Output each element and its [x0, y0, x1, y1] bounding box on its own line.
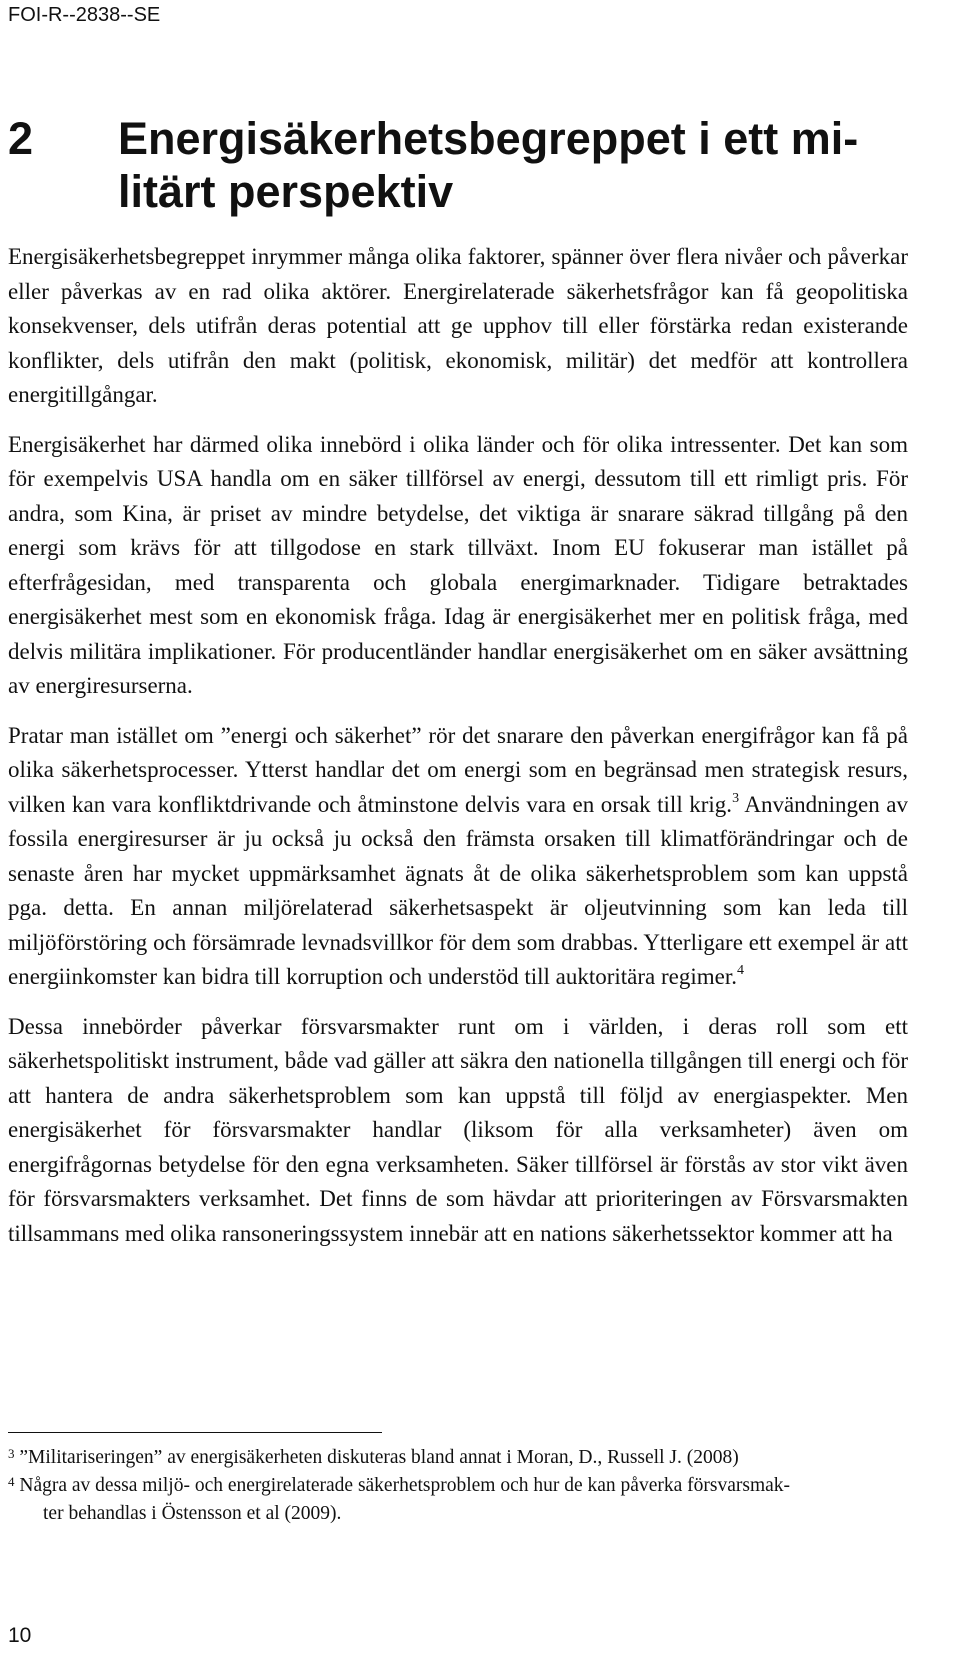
footnote-number-3: 3 — [8, 1446, 15, 1461]
paragraph-3 — [8, 719, 908, 995]
chapter-title-line-2: litärt perspektiv — [118, 166, 454, 217]
footnote-3 — [8, 1444, 908, 1472]
footnote-number-4: 4 — [8, 1474, 15, 1489]
footnote-ref-3[interactable]: 3 — [732, 790, 740, 806]
footnote-ref-4[interactable]: 4 — [737, 963, 745, 978]
footnotes — [8, 1444, 908, 1528]
paragraph-4: Dessa innebörder påverkar försvarsmakter runt om i världen, i deras roll som ett säkerhetspolitiskt instrument, både vad gäller att säkra den nationella tillgången till energi och för att hantera de andra säkerhetsproblem som kan uppstå till följd av energiaspekter. Men energisäkerhet för försvarsmakter handlar (liksom för alla verksamheter) även om energifrågornas betydelse för den egna verksamheten. Säker tillförsel är förstås av stor vikt även för försvarsmakters verksamhet. Det finns de som hävdar att prioriteringen av Försvarsmakten tillsammans med olika ransoneringssystem innebär att en nations säkerhetssektor kommer att ha — [8, 1013, 908, 1246]
footnote-3-text: ”Militariseringen” av energisäkerheten diskuteras bland annat i Moran, D., Russell J. (2008) — [19, 1447, 739, 1468]
chapter-number: 2 — [8, 113, 34, 164]
footnote-separator — [8, 1432, 382, 1433]
footnote-4-text-line-1: Några av dessa miljö- och energirelaterade säkerhetsproblem och hur de kan påverka försvarsmak- — [19, 1475, 791, 1496]
report-id: FOI-R--2838--SE — [8, 4, 161, 26]
paragraph-1: Energisäkerhetsbegreppet inrymmer många olika faktorer, spänner över flera nivåer och påverkar eller påverkas av en rad olika aktörer. Energirelaterade säkerhetsfrågor kan få geopolitiska konsekvenser, dels utifrån deras potential att ge upphov till eller förstärka redan existerande konflikter, dels utifrån den makt (politisk, ekonomisk, militär) det medför att kontrollera energitillgångar. — [8, 244, 908, 407]
paragraph-3-text-b: Användningen av fossila energiresurser är ju också ju också den främsta orsaken till klimatförändringar och de senaste åren har mycket uppmärksamhet ägnats åt de olika säkerhetsproblem som kan uppstå pga. detta. En annan miljörelaterad säkerhetsaspekt är oljeutvinning som kan leda till miljöförstöring och försämrade levnadsvillkor för dem som drabbas. Ytterligare ett exempel är att energiinkomster kan bidra till korruption och understöd till auktoritära regimer. — [8, 791, 909, 989]
footnote-4-text-line-2: ter behandlas i Östensson et al (2009). — [43, 1503, 342, 1524]
page-number: 10 — [8, 1624, 32, 1647]
chapter-title-line-1: Energisäkerhetsbegreppet i ett mi- — [118, 113, 859, 164]
body-text — [8, 240, 908, 1266]
chapter-heading — [8, 112, 908, 218]
paragraph-2: Energisäkerhet har därmed olika innebörd i olika länder och för olika intressenter. Det kan som för exempelvis USA handla om en säker tillförsel av energi, dessutom till ett rimligt pris. För andra, som Kina, är priset av mindre betydelse, det viktiga är snarare säkrad tillgång på den energi som krävs för att tillgodose en stark tillväxt. Inom EU fokuserar man istället på efterfrågesidan, med transparenta och globala energimarknader. Tidigare betraktades energisäkerhet mest som en ekonomisk fråga. Idag är energisäkerhet mer en politisk fråga, med delvis militära implikationer. För producentländer handlar energisäkerhet om en säker avsättning av energiresurserna. — [8, 431, 908, 698]
footnote-4 — [8, 1472, 908, 1528]
paragraph-3-text-a: Pratar man istället om ”energi och säkerhet” rör det snarare den påverkan energifrågor kan få på olika säkerhetsprocesser. Ytterst handlar det om energi som en begränsad men strategisk resurs, vilken kan vara konfliktdrivande och åtminstone delvis vara en orsak till krig. — [8, 722, 908, 817]
